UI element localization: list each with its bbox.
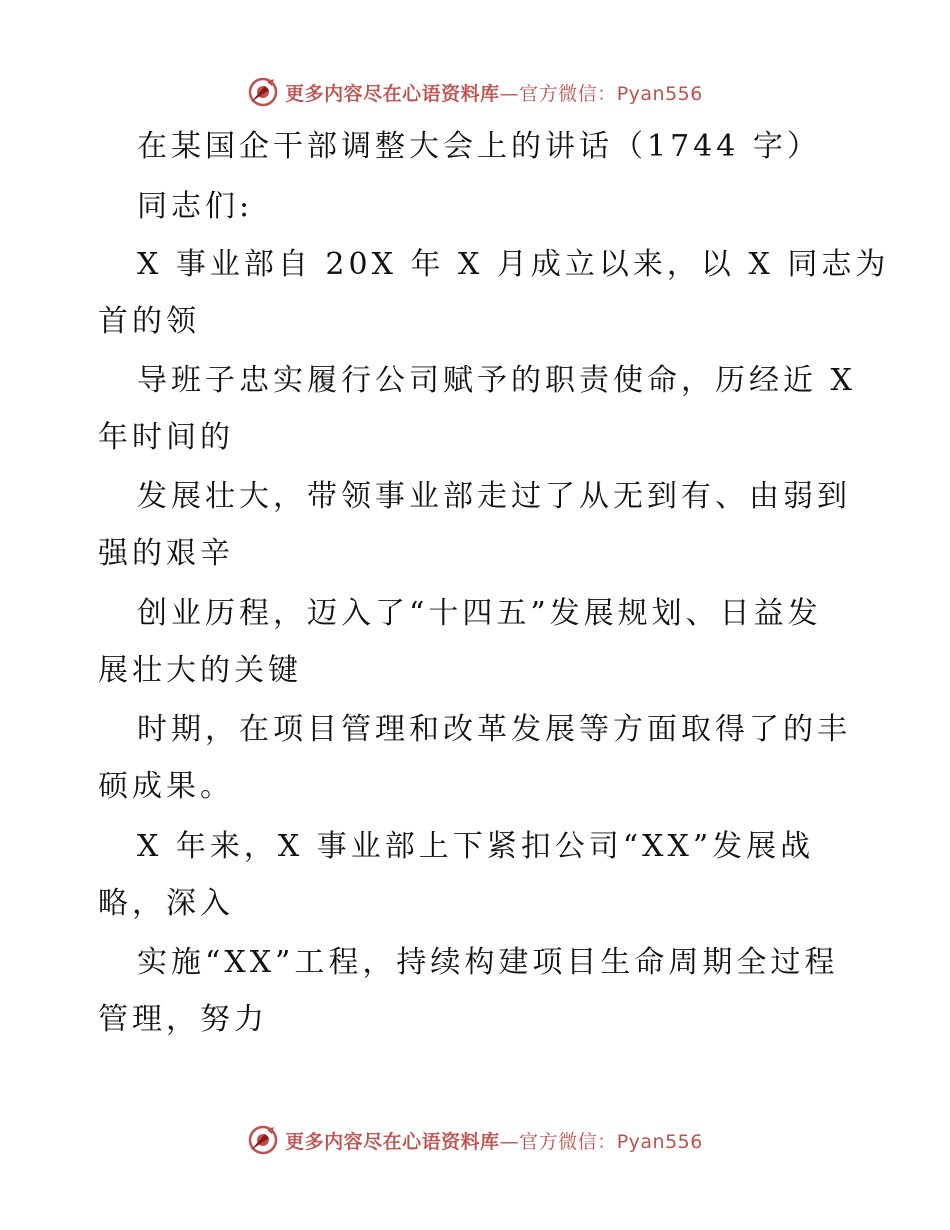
paragraph-line: 实施“XX”工程，持续构建项目生命周期全过程 — [137, 945, 839, 980]
paragraph-line: X 事业部自 20X 年 X 月成立以来，以 X 同志为 — [137, 247, 890, 282]
watermark-contact-label: 官方微信： — [519, 82, 617, 105]
watermark-contact-id: Pyan556 — [616, 82, 703, 105]
paragraph-line: 导班子忠实履行公司赋予的职责使命，历经近 X — [137, 363, 856, 398]
watermark-separator: — — [499, 1130, 520, 1153]
paragraph-line: 展壮大的关键 — [98, 653, 302, 688]
paragraph-line: 时期，在项目管理和改革发展等方面取得了的丰 — [137, 712, 851, 747]
paragraph-line: 首的领 — [98, 304, 200, 339]
salutation: 同志们: — [137, 189, 254, 224]
paragraph-line: 年时间的 — [98, 420, 234, 455]
paragraph-line: 创业历程，迈入了“十四五”发展规划、日益发 — [137, 596, 822, 631]
paragraph-line: 发展壮大，带领事业部走过了从无到有、由弱到 — [137, 479, 851, 514]
watermark-main-text: 更多内容尽在心语资料库 — [285, 82, 500, 105]
document-title: 在某国企干部调整大会上的讲话（1744 字） — [137, 129, 821, 164]
paragraph-line: 硕成果。 — [98, 769, 234, 804]
watermark-contact-id: Pyan556 — [616, 1130, 703, 1153]
paragraph-line: 略，深入 — [98, 886, 234, 921]
header-watermark — [0, 72, 950, 112]
logo-icon — [247, 76, 279, 108]
paragraph-line: 管理，努力 — [98, 1002, 268, 1037]
paragraph-line: 强的艰辛 — [98, 536, 234, 571]
watermark-separator: — — [499, 82, 520, 105]
watermark-contact-label: 官方微信： — [519, 1130, 617, 1153]
watermark-main-text: 更多内容尽在心语资料库 — [285, 1130, 500, 1153]
logo-icon — [247, 1124, 279, 1156]
footer-watermark — [0, 1120, 950, 1160]
paragraph-line: X 年来，X 事业部上下紧扣公司“XX”发展战 — [137, 829, 815, 864]
